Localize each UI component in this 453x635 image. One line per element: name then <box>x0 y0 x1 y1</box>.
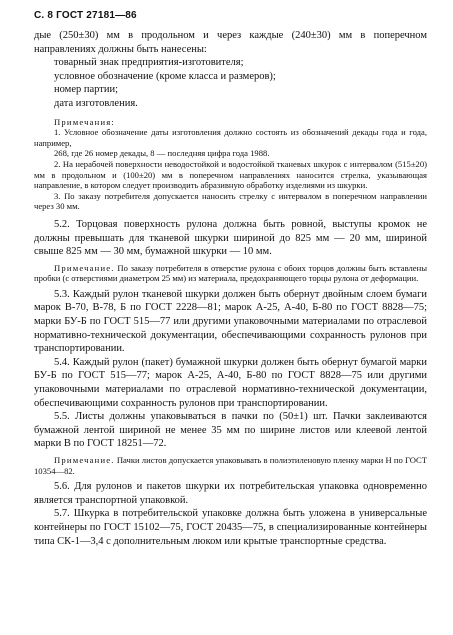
marking-item-designation: условное обозначение (кроме класса и размеров); <box>54 70 276 82</box>
note-text: Пачки листов допускается упаковывать в полиэтиленовую пленку марки Н по ГОСТ 10354—82. <box>34 455 427 476</box>
marking-item-batch: номер партии; <box>54 84 118 96</box>
marking-item-date: дата изготовления. <box>54 97 138 109</box>
note-5-5 <box>34 455 427 476</box>
clause-5-5: 5.5. Листы должны упаковываться в пачки по (50±1) шт. Пачки заклеиваются бумажной лентой шириной не менее 35 мм по ширине листов или клеевой лентой марки В по ГОСТ 18251—72. <box>34 411 427 450</box>
note-5-2 <box>34 263 427 284</box>
clause-5-4: 5.4. Каждый рулон (пакет) бумажной шкурки должен быть обернут бумагой марки БУ-Б по ГОСТ 515—77; марок А-25, А-40, Б-80 по ГОСТ 8828—75 или другими упаковочными материалами по отраслевой нормативно-технической документации, обеспечивающими сохранность рулонов при транспортировании. <box>34 356 427 409</box>
note-3: 3. По заказу потребителя допускается наносить стрелку с интервалом в поперечном направлении через 30 мм. <box>34 190 427 212</box>
note-label: Примечание. <box>54 262 115 273</box>
note-1-example: 268, где 26 номер декады, 8 — последняя цифра года 1988. <box>54 148 270 159</box>
page-header: С. 8 ГОСТ 27181—86 <box>34 10 137 21</box>
clause-5-7: 5.7. Шкурка в потребительской упаковке должна быть уложена в универсальные контейнеры по ГОСТ 15102—75, ГОСТ 20435—75, в специализированные контейнеры типа СК-1—3,4 с дополнительным люком или крытые транспортные средства. <box>34 508 427 547</box>
clause-5-2: 5.2. Торцовая поверхность рулона должна быть ровной, выступы кромок не должны превышать для тканевой шкурки шириной до 825 мм — 20 мм, шириной свыше 825 мм — 30 мм, бумажной шкурки — 10 мм. <box>34 218 427 258</box>
notes-title: Примечания: <box>54 116 116 127</box>
note-2: 2. На нерабочей поверхности неводостойкой и водостойкой тканевых шкурок с интервалом (515±20) мм в продольном и (100±20) мм в поперечном направлениях наносится стрелка, указывающая направление, в котором следует производить абразивную обработку изделиями из шкурки. <box>34 158 427 191</box>
intro-paragraph: дые (250±30) мм в продольном и через каждые (240±30) мм в поперечном направлениях должны быть нанесены: <box>34 30 427 55</box>
marking-item-trademark: товарный знак предприятия-изготовителя; <box>54 57 244 69</box>
clause-5-3: 5.3. Каждый рулон тканевой шкурки должен быть обернут двойным слоем бумаги марок В-70, В-78, Б по ГОСТ 2228—81; марок А-25, А-40, Б-80 по ГОСТ 8828—75; марки БУ-Б по ГОСТ 515—77 или другими упаковочными материалами по отраслевой нормативно-технической документации, обеспечивающими сохранность рулонов при транспортировании. <box>34 288 427 355</box>
note-label: Примечание. <box>54 455 115 465</box>
note-1: 1. Условное обозначение даты изготовления должно состоять из обозначений декады года и года, например, <box>34 127 427 148</box>
note-text: По заказу потребителя в отверстие рулона с обоих торцов должны быть вставлены пробки (с отверстиями диаметром 25 мм) из материала, предохраняющего торцы рулона от деформации. <box>34 262 427 284</box>
clause-5-6: 5.6. Для рулонов и пакетов шкурки их потребительская упаковка одновременно является транспортной упаковкой. <box>34 481 427 506</box>
